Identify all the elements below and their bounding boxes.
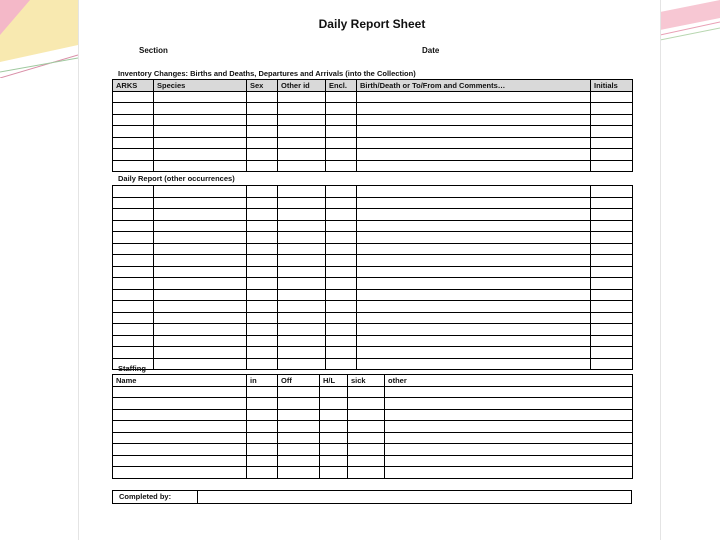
- inventory-cell[interactable]: [357, 160, 591, 172]
- daily-report-row: [113, 289, 633, 301]
- staffing-cell[interactable]: [320, 432, 348, 444]
- daily-report-cell[interactable]: [278, 324, 326, 336]
- inventory-cell[interactable]: [357, 91, 591, 103]
- daily-report-cell[interactable]: [591, 266, 633, 278]
- staffing-cell[interactable]: [348, 398, 385, 410]
- staffing-row: [113, 467, 633, 479]
- daily-report-cell[interactable]: [357, 358, 591, 370]
- staffing-cell[interactable]: [113, 386, 247, 398]
- completed-by-label: Completed by:: [113, 491, 198, 503]
- daily-report-cell[interactable]: [113, 312, 154, 324]
- completed-by-field[interactable]: [198, 491, 631, 503]
- daily-report-row: [113, 243, 633, 255]
- daily-report-cell[interactable]: [154, 289, 247, 301]
- staffing-cell[interactable]: [385, 444, 633, 456]
- staffing-cell[interactable]: [348, 386, 385, 398]
- daily-report-cell[interactable]: [591, 358, 633, 370]
- daily-report-cell[interactable]: [278, 278, 326, 290]
- daily-report-cell[interactable]: [278, 209, 326, 221]
- daily-report-cell[interactable]: [154, 220, 247, 232]
- inventory-cell[interactable]: [357, 103, 591, 115]
- inventory-row: [113, 91, 633, 103]
- daily-report-cell[interactable]: [591, 335, 633, 347]
- daily-report-cell[interactable]: [357, 312, 591, 324]
- daily-report-cell[interactable]: [326, 312, 357, 324]
- daily-report-cell[interactable]: [278, 347, 326, 359]
- staffing-cell[interactable]: [113, 398, 247, 410]
- daily-report-caption: Daily Report (other occurrences): [118, 174, 235, 183]
- daily-report-cell[interactable]: [278, 301, 326, 313]
- inventory-cell[interactable]: [113, 149, 154, 161]
- inventory-row: [113, 114, 633, 126]
- inventory-column-header: Encl.: [326, 80, 357, 92]
- daily-report-cell[interactable]: [326, 209, 357, 221]
- inventory-cell[interactable]: [113, 160, 154, 172]
- staffing-column-header: H/L: [320, 375, 348, 387]
- staffing-cell[interactable]: [247, 386, 278, 398]
- daily-report-row: [113, 358, 633, 370]
- daily-report-row: [113, 312, 633, 324]
- section-label: Section: [139, 46, 168, 55]
- staffing-cell[interactable]: [320, 421, 348, 433]
- daily-report-cell[interactable]: [247, 289, 278, 301]
- daily-report-cell[interactable]: [154, 278, 247, 290]
- daily-report-cell[interactable]: [247, 301, 278, 313]
- daily-report-cell[interactable]: [278, 255, 326, 267]
- inventory-cell[interactable]: [278, 126, 326, 138]
- daily-report-cell[interactable]: [326, 358, 357, 370]
- daily-report-cell[interactable]: [278, 335, 326, 347]
- staffing-row: [113, 398, 633, 410]
- inventory-cell[interactable]: [154, 91, 247, 103]
- staffing-column-header: other: [385, 375, 633, 387]
- daily-report-row: [113, 301, 633, 313]
- staffing-cell[interactable]: [348, 444, 385, 456]
- staffing-row: [113, 444, 633, 456]
- inventory-cell[interactable]: [326, 91, 357, 103]
- staffing-cell[interactable]: [113, 467, 247, 479]
- daily-report-cell[interactable]: [154, 209, 247, 221]
- daily-report-row: [113, 266, 633, 278]
- staffing-cell[interactable]: [113, 455, 247, 467]
- daily-report-cell[interactable]: [357, 301, 591, 313]
- inventory-cell[interactable]: [591, 137, 633, 149]
- daily-report-cell[interactable]: [247, 278, 278, 290]
- staffing-column-header: in: [247, 375, 278, 387]
- staffing-cell[interactable]: [320, 467, 348, 479]
- staffing-row: [113, 409, 633, 421]
- staffing-cell[interactable]: [278, 432, 320, 444]
- daily-report-cell[interactable]: [113, 289, 154, 301]
- inventory-cell[interactable]: [154, 137, 247, 149]
- staffing-cell[interactable]: [278, 455, 320, 467]
- staffing-cell[interactable]: [385, 409, 633, 421]
- staffing-cell[interactable]: [385, 467, 633, 479]
- staffing-column-header: Name: [113, 375, 247, 387]
- inventory-cell[interactable]: [326, 126, 357, 138]
- daily-report-cell[interactable]: [326, 186, 357, 198]
- daily-report-cell[interactable]: [357, 186, 591, 198]
- slide-guide-right: [660, 0, 661, 540]
- daily-report-cell[interactable]: [326, 278, 357, 290]
- daily-report-cell[interactable]: [113, 209, 154, 221]
- inventory-cell[interactable]: [247, 160, 278, 172]
- daily-report-cell[interactable]: [247, 358, 278, 370]
- staffing-row: [113, 386, 633, 398]
- daily-report-cell[interactable]: [357, 278, 591, 290]
- daily-report-cell[interactable]: [113, 232, 154, 244]
- daily-report-cell[interactable]: [247, 312, 278, 324]
- inventory-row: [113, 126, 633, 138]
- staffing-cell[interactable]: [278, 444, 320, 456]
- daily-report-row: [113, 197, 633, 209]
- daily-report-cell[interactable]: [278, 197, 326, 209]
- daily-report-cell[interactable]: [154, 266, 247, 278]
- inventory-cell[interactable]: [113, 91, 154, 103]
- inventory-cell[interactable]: [154, 114, 247, 126]
- completed-by-row: [112, 490, 632, 504]
- daily-report-row: [113, 255, 633, 267]
- inventory-cell[interactable]: [357, 137, 591, 149]
- daily-report-cell[interactable]: [326, 324, 357, 336]
- staffing-row: [113, 432, 633, 444]
- daily-report-cell[interactable]: [113, 301, 154, 313]
- daily-report-cell[interactable]: [278, 289, 326, 301]
- inventory-cell[interactable]: [247, 137, 278, 149]
- staffing-cell[interactable]: [247, 467, 278, 479]
- staffing-column-header: sick: [348, 375, 385, 387]
- daily-report-cell[interactable]: [113, 324, 154, 336]
- staffing-cell[interactable]: [247, 432, 278, 444]
- daily-report-cell[interactable]: [357, 209, 591, 221]
- daily-report-cell[interactable]: [326, 197, 357, 209]
- daily-report-cell[interactable]: [591, 289, 633, 301]
- inventory-cell[interactable]: [247, 149, 278, 161]
- daily-report-row: [113, 186, 633, 198]
- daily-report-cell[interactable]: [154, 358, 247, 370]
- daily-report-cell[interactable]: [326, 289, 357, 301]
- staffing-cell[interactable]: [348, 409, 385, 421]
- daily-report-cell[interactable]: [591, 186, 633, 198]
- inventory-cell[interactable]: [278, 103, 326, 115]
- daily-report-cell[interactable]: [357, 255, 591, 267]
- sheet-title: Daily Report Sheet: [318, 17, 426, 31]
- daily-report-cell[interactable]: [247, 197, 278, 209]
- daily-report-cell[interactable]: [247, 243, 278, 255]
- daily-report-cell[interactable]: [357, 232, 591, 244]
- daily-report-cell[interactable]: [357, 324, 591, 336]
- staffing-cell[interactable]: [348, 467, 385, 479]
- daily-report-cell[interactable]: [591, 301, 633, 313]
- inventory-column-header: Birth/Death or To/From and Comments…: [357, 80, 591, 92]
- daily-report-cell[interactable]: [326, 220, 357, 232]
- staffing-cell[interactable]: [247, 421, 278, 433]
- daily-report-cell[interactable]: [247, 209, 278, 221]
- daily-report-cell[interactable]: [113, 220, 154, 232]
- daily-report-cell[interactable]: [154, 232, 247, 244]
- staffing-cell[interactable]: [113, 444, 247, 456]
- staffing-cell[interactable]: [278, 398, 320, 410]
- staffing-caption: Staffing: [118, 364, 146, 373]
- slide-guide-left: [78, 0, 79, 540]
- staffing-cell[interactable]: [278, 467, 320, 479]
- daily-report-cell[interactable]: [326, 232, 357, 244]
- inventory-cell[interactable]: [247, 126, 278, 138]
- daily-report-cell[interactable]: [278, 220, 326, 232]
- staffing-cell[interactable]: [320, 455, 348, 467]
- daily-report-cell[interactable]: [113, 186, 154, 198]
- inventory-row: [113, 149, 633, 161]
- inventory-cell[interactable]: [113, 137, 154, 149]
- daily-report-cell[interactable]: [154, 301, 247, 313]
- daily-report-cell[interactable]: [113, 197, 154, 209]
- staffing-cell[interactable]: [320, 409, 348, 421]
- daily-report-cell[interactable]: [357, 266, 591, 278]
- daily-report-cell[interactable]: [591, 347, 633, 359]
- staffing-cell[interactable]: [113, 409, 247, 421]
- daily-report-cell[interactable]: [591, 232, 633, 244]
- daily-report-cell[interactable]: [113, 255, 154, 267]
- inventory-column-header: Initials: [591, 80, 633, 92]
- daily-report-cell[interactable]: [113, 335, 154, 347]
- daily-report-cell[interactable]: [278, 232, 326, 244]
- daily-report-cell[interactable]: [591, 324, 633, 336]
- inventory-cell[interactable]: [278, 149, 326, 161]
- inventory-cell[interactable]: [247, 114, 278, 126]
- inventory-table: [112, 79, 633, 172]
- daily-report-row: [113, 347, 633, 359]
- daily-report-cell[interactable]: [591, 209, 633, 221]
- daily-report-cell[interactable]: [357, 347, 591, 359]
- daily-report-cell[interactable]: [357, 335, 591, 347]
- daily-report-cell[interactable]: [326, 243, 357, 255]
- daily-report-cell[interactable]: [591, 255, 633, 267]
- inventory-cell[interactable]: [278, 137, 326, 149]
- corner-decoration-right: [660, 0, 720, 45]
- daily-report-cell[interactable]: [113, 243, 154, 255]
- staffing-cell[interactable]: [247, 409, 278, 421]
- daily-report-cell[interactable]: [278, 312, 326, 324]
- daily-report-cell[interactable]: [113, 278, 154, 290]
- inventory-cell[interactable]: [326, 137, 357, 149]
- staffing-cell[interactable]: [320, 386, 348, 398]
- inventory-cell[interactable]: [278, 114, 326, 126]
- inventory-cell[interactable]: [591, 114, 633, 126]
- daily-report-cell[interactable]: [154, 243, 247, 255]
- daily-report-row: [113, 278, 633, 290]
- daily-report-row: [113, 209, 633, 221]
- inventory-row: [113, 103, 633, 115]
- staffing-cell[interactable]: [247, 455, 278, 467]
- daily-report-cell[interactable]: [154, 347, 247, 359]
- staffing-row: [113, 421, 633, 433]
- inventory-column-header: Other id: [278, 80, 326, 92]
- daily-report-cell[interactable]: [357, 220, 591, 232]
- staffing-cell[interactable]: [385, 398, 633, 410]
- daily-report-row: [113, 220, 633, 232]
- daily-report-cell[interactable]: [326, 347, 357, 359]
- inventory-row: [113, 160, 633, 172]
- inventory-cell[interactable]: [326, 114, 357, 126]
- inventory-column-header: ARKS: [113, 80, 154, 92]
- daily-report-cell[interactable]: [591, 243, 633, 255]
- daily-report-cell[interactable]: [278, 243, 326, 255]
- inventory-cell[interactable]: [113, 114, 154, 126]
- inventory-cell[interactable]: [591, 91, 633, 103]
- daily-report-cell[interactable]: [326, 266, 357, 278]
- staffing-cell[interactable]: [278, 421, 320, 433]
- inventory-cell[interactable]: [591, 103, 633, 115]
- inventory-caption: Inventory Changes: Births and Deaths, Departures and Arrivals (into the Collection): [118, 69, 416, 78]
- staffing-cell[interactable]: [385, 455, 633, 467]
- inventory-cell[interactable]: [326, 149, 357, 161]
- inventory-cell[interactable]: [357, 149, 591, 161]
- inventory-cell[interactable]: [357, 126, 591, 138]
- daily-report-cell[interactable]: [326, 255, 357, 267]
- daily-report-cell[interactable]: [247, 186, 278, 198]
- daily-report-row: [113, 232, 633, 244]
- daily-report-cell[interactable]: [154, 312, 247, 324]
- inventory-cell[interactable]: [591, 160, 633, 172]
- staffing-table: [112, 374, 633, 479]
- staffing-cell[interactable]: [385, 421, 633, 433]
- staffing-cell[interactable]: [320, 398, 348, 410]
- staffing-cell[interactable]: [113, 432, 247, 444]
- inventory-cell[interactable]: [591, 149, 633, 161]
- staffing-column-header: Off: [278, 375, 320, 387]
- daily-report-cell[interactable]: [154, 186, 247, 198]
- staffing-cell[interactable]: [278, 409, 320, 421]
- inventory-cell[interactable]: [591, 126, 633, 138]
- staffing-cell[interactable]: [113, 421, 247, 433]
- daily-report-cell[interactable]: [247, 255, 278, 267]
- staffing-cell[interactable]: [247, 398, 278, 410]
- daily-report-cell[interactable]: [591, 197, 633, 209]
- inventory-cell[interactable]: [154, 103, 247, 115]
- inventory-cell[interactable]: [278, 160, 326, 172]
- inventory-cell[interactable]: [154, 126, 247, 138]
- daily-report-cell[interactable]: [357, 289, 591, 301]
- inventory-cell[interactable]: [326, 160, 357, 172]
- staffing-cell[interactable]: [385, 432, 633, 444]
- inventory-cell[interactable]: [357, 114, 591, 126]
- daily-report-row: [113, 324, 633, 336]
- daily-report-cell[interactable]: [247, 220, 278, 232]
- daily-report-cell[interactable]: [278, 266, 326, 278]
- daily-report-cell[interactable]: [247, 324, 278, 336]
- date-label: Date: [422, 46, 440, 55]
- inventory-cell[interactable]: [247, 103, 278, 115]
- daily-report-cell[interactable]: [113, 347, 154, 359]
- daily-report-cell[interactable]: [247, 347, 278, 359]
- inventory-cell[interactable]: [113, 126, 154, 138]
- daily-report-cell[interactable]: [278, 358, 326, 370]
- inventory-cell[interactable]: [247, 91, 278, 103]
- staffing-row: [113, 455, 633, 467]
- staffing-cell[interactable]: [320, 444, 348, 456]
- daily-report-cell[interactable]: [247, 232, 278, 244]
- daily-report-cell[interactable]: [278, 186, 326, 198]
- inventory-cell[interactable]: [154, 160, 247, 172]
- staffing-cell[interactable]: [385, 386, 633, 398]
- inventory-cell[interactable]: [154, 149, 247, 161]
- daily-report-cell[interactable]: [326, 301, 357, 313]
- daily-report-cell[interactable]: [591, 278, 633, 290]
- inventory-cell[interactable]: [113, 103, 154, 115]
- daily-report-cell[interactable]: [247, 335, 278, 347]
- daily-report-cell[interactable]: [357, 243, 591, 255]
- inventory-cell[interactable]: [326, 103, 357, 115]
- daily-report-cell[interactable]: [247, 266, 278, 278]
- daily-report-cell[interactable]: [591, 220, 633, 232]
- corner-decoration-left: [0, 0, 78, 78]
- daily-report-cell[interactable]: [113, 266, 154, 278]
- daily-report-cell[interactable]: [154, 255, 247, 267]
- daily-report-cell[interactable]: [154, 197, 247, 209]
- daily-report-table: [112, 185, 633, 370]
- staffing-cell[interactable]: [247, 444, 278, 456]
- daily-report-cell[interactable]: [154, 335, 247, 347]
- inventory-row: [113, 137, 633, 149]
- daily-report-row: [113, 335, 633, 347]
- daily-report-cell[interactable]: [326, 335, 357, 347]
- staffing-cell[interactable]: [348, 432, 385, 444]
- daily-report-cell[interactable]: [154, 324, 247, 336]
- daily-report-cell[interactable]: [591, 312, 633, 324]
- staffing-cell[interactable]: [348, 455, 385, 467]
- inventory-column-header: Species: [154, 80, 247, 92]
- daily-report-cell[interactable]: [357, 197, 591, 209]
- report-sheet: [112, 0, 632, 540]
- inventory-cell[interactable]: [278, 91, 326, 103]
- staffing-cell[interactable]: [278, 386, 320, 398]
- inventory-column-header: Sex: [247, 80, 278, 92]
- staffing-cell[interactable]: [348, 421, 385, 433]
